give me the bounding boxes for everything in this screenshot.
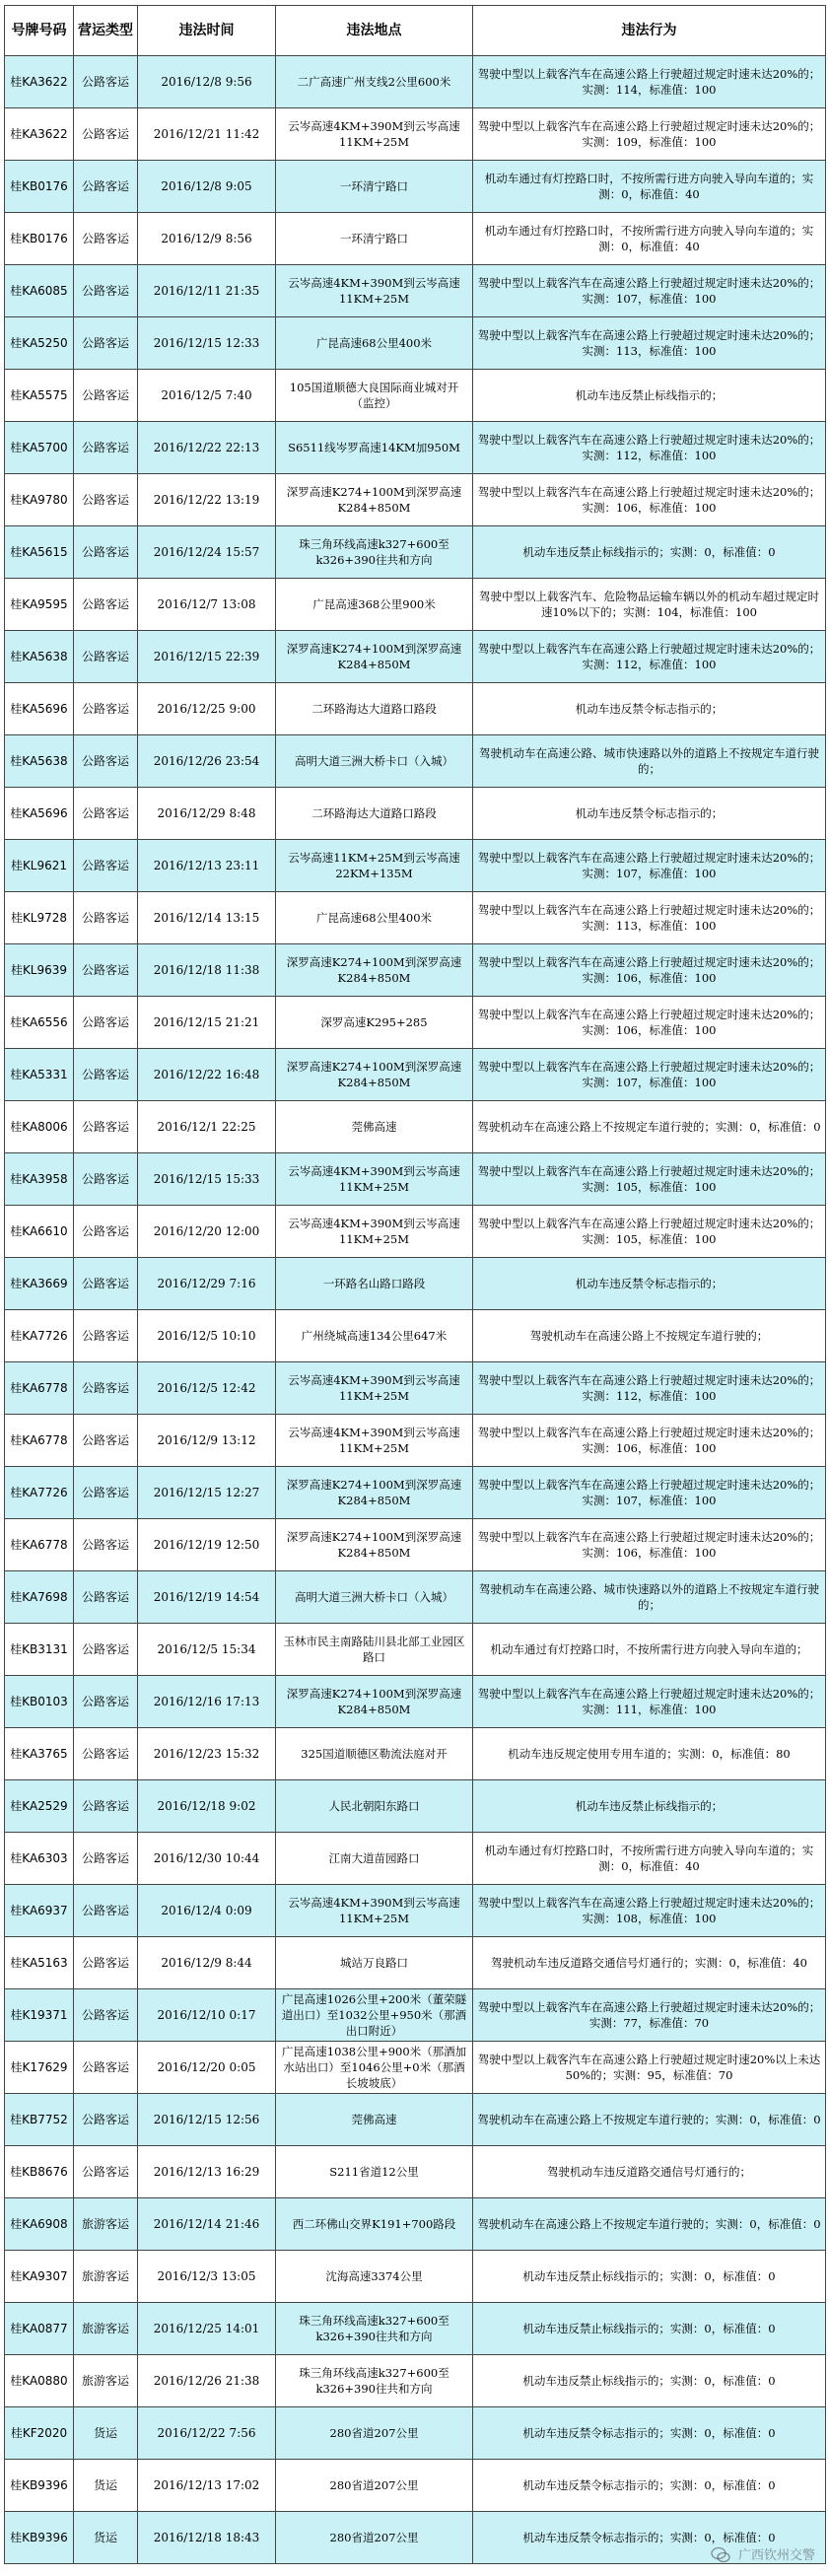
cell-plate-number: 桂KA8006 (5, 1101, 74, 1153)
cell-plate-number: 桂KA3622 (5, 108, 74, 161)
cell-plate-number: 桂KA5638 (5, 631, 74, 683)
traffic-violations-table (4, 5, 826, 2564)
cell-violation-location: 云岑高速4KM+390M到云岑高速11KM+25M (276, 1153, 473, 1206)
cell-violation-location: 高明大道三洲大桥卡口（入城） (276, 1571, 473, 1624)
cell-violation-action: 驾驶中型以上载客汽车在高速公路上行驶超过规定时速未达20%的；实测：106，标准值：100 (473, 997, 826, 1049)
cell-plate-number: 桂KB0176 (5, 213, 74, 265)
cell-violation-time: 2016/12/15 12:33 (138, 317, 276, 370)
cell-plate-number: 桂KA5638 (5, 735, 74, 788)
cell-plate-number: 桂KL9621 (5, 840, 74, 892)
cell-violation-location: 深罗高速K274+100M到深罗高速K284+850M (276, 1467, 473, 1519)
cell-operation-type: 公路客运 (74, 1571, 138, 1624)
cell-plate-number: 桂KA6303 (5, 1833, 74, 1885)
cell-violation-location: 广昆高速368公里900米 (276, 579, 473, 631)
cell-violation-action: 机动车违反禁令标志指示的；实测：0，标准值：0 (473, 2407, 826, 2460)
cell-violation-location: 玉林市民主南路陆川县北部工业园区路口 (276, 1624, 473, 1676)
table-row (5, 2198, 826, 2251)
table-row (5, 2042, 826, 2094)
cell-operation-type: 货运 (74, 2512, 138, 2564)
cell-violation-action: 驾驶机动车在高速公路、城市快速路以外的道路上不按规定车道行驶的； (473, 1571, 826, 1624)
cell-violation-action: 驾驶中型以上载客汽车在高速公路上行驶超过规定时速未达20%的；实测：113，标准值：100 (473, 317, 826, 370)
cell-violation-location: 江南大道苗园路口 (276, 1833, 473, 1885)
cell-violation-location: 人民北朝阳东路口 (276, 1780, 473, 1833)
table-row (5, 317, 826, 370)
cell-violation-action: 驾驶中型以上载客汽车在高速公路上行驶超过规定时速未达20%的；实测：107，标准值：100 (473, 265, 826, 317)
cell-operation-type: 公路客运 (74, 892, 138, 944)
cell-violation-action: 驾驶中型以上载客汽车、危险物品运输车辆以外的机动车超过规定时速10%以下的；实测：104，标准值：100 (473, 579, 826, 631)
cell-violation-action: 机动车违反禁止标线指示的；实测：0，标准值：0 (473, 2303, 826, 2355)
cell-operation-type: 公路客运 (74, 1780, 138, 1833)
cell-violation-time: 2016/12/21 11:42 (138, 108, 276, 161)
cell-violation-time: 2016/12/15 12:27 (138, 1467, 276, 1519)
cell-violation-action: 机动车通过有灯控路口时，不按所需行进方向驶入导向车道的；实测：0，标准值：40 (473, 213, 826, 265)
header-violation-action: 违法行为 (473, 6, 826, 56)
cell-violation-action: 机动车违反禁令标志指示的； (473, 683, 826, 735)
cell-plate-number: 桂KA5250 (5, 317, 74, 370)
cell-violation-action: 驾驶中型以上载客汽车在高速公路上行驶超过规定时速20%以上未达50%的；实测：95，标准值：70 (473, 2042, 826, 2094)
cell-plate-number: 桂KA3958 (5, 1153, 74, 1206)
cell-operation-type: 公路客运 (74, 370, 138, 422)
cell-violation-time: 2016/12/15 12:56 (138, 2094, 276, 2146)
cell-violation-time: 2016/12/16 17:13 (138, 1676, 276, 1728)
cell-violation-location: 105国道顺德大良国际商业城对开（监控） (276, 370, 473, 422)
cell-violation-action: 驾驶中型以上载客汽车在高速公路上行驶超过规定时速未达20%的；实测：107，标准值：100 (473, 1049, 826, 1101)
cell-violation-time: 2016/12/29 7:16 (138, 1258, 276, 1310)
table-row (5, 526, 826, 579)
cell-plate-number: 桂KA0880 (5, 2355, 74, 2407)
cell-plate-number: 桂KA5696 (5, 788, 74, 840)
cell-violation-action: 驾驶中型以上载客汽车在高速公路上行驶超过规定时速未达20%的；实测：106，标准值：100 (473, 944, 826, 997)
table-row (5, 1780, 826, 1833)
table-row (5, 2303, 826, 2355)
cell-plate-number: 桂KA6778 (5, 1362, 74, 1415)
cell-plate-number: 桂KA6610 (5, 1206, 74, 1258)
cell-violation-location: 深罗高速K274+100M到深罗高速K284+850M (276, 944, 473, 997)
cell-plate-number: 桂KA3622 (5, 56, 74, 108)
table-row (5, 1310, 826, 1362)
cell-operation-type: 公路客运 (74, 683, 138, 735)
cell-violation-time: 2016/12/13 17:02 (138, 2460, 276, 2512)
cell-violation-time: 2016/12/9 8:56 (138, 213, 276, 265)
cell-operation-type: 货运 (74, 2407, 138, 2460)
cell-plate-number: 桂KA7726 (5, 1467, 74, 1519)
cell-violation-location: 城站万良路口 (276, 1937, 473, 1989)
cell-violation-time: 2016/12/20 12:00 (138, 1206, 276, 1258)
cell-plate-number: 桂KA2529 (5, 1780, 74, 1833)
table-row (5, 2407, 826, 2460)
cell-violation-time: 2016/12/26 23:54 (138, 735, 276, 788)
cell-violation-time: 2016/12/1 22:25 (138, 1101, 276, 1153)
table-row (5, 840, 826, 892)
cell-operation-type: 公路客运 (74, 1258, 138, 1310)
table-row (5, 2146, 826, 2198)
cell-violation-action: 驾驶机动车在高速公路、城市快速路以外的道路上不按规定车道行驶的； (473, 735, 826, 788)
cell-violation-location: 云岑高速11KM+25M到云岑高速22KM+135M (276, 840, 473, 892)
table-row (5, 2512, 826, 2564)
cell-plate-number: 桂KA7726 (5, 1310, 74, 1362)
table-row (5, 1049, 826, 1101)
cell-operation-type: 公路客运 (74, 108, 138, 161)
cell-violation-action: 驾驶中型以上载客汽车在高速公路上行驶超过规定时速未达20%的；实测：106，标准值：100 (473, 1519, 826, 1571)
header-violation-time: 违法时间 (138, 6, 276, 56)
cell-plate-number: 桂KA6778 (5, 1519, 74, 1571)
table-row (5, 997, 826, 1049)
cell-violation-time: 2016/12/15 15:33 (138, 1153, 276, 1206)
cell-violation-action: 机动车违反禁令标志指示的；实测：0，标准值：0 (473, 2460, 826, 2512)
header-plate-number: 号牌号码 (5, 6, 74, 56)
cell-plate-number: 桂KA6908 (5, 2198, 74, 2251)
cell-operation-type: 公路客运 (74, 1049, 138, 1101)
table-row (5, 631, 826, 683)
header-operation-type: 营运类型 (74, 6, 138, 56)
cell-plate-number: 桂KA0877 (5, 2303, 74, 2355)
cell-violation-action: 驾驶中型以上载客汽车在高速公路上行驶超过规定时速未达20%的；实测：113，标准值：100 (473, 892, 826, 944)
cell-violation-location: 深罗高速K274+100M到深罗高速K284+850M (276, 1519, 473, 1571)
cell-violation-location: 西二环佛山交界K191+700路段 (276, 2198, 473, 2251)
cell-violation-time: 2016/12/9 13:12 (138, 1415, 276, 1467)
cell-plate-number: 桂KL9728 (5, 892, 74, 944)
table-row (5, 1101, 826, 1153)
table-row (5, 1728, 826, 1780)
cell-violation-location: 云岑高速4KM+390M到云岑高速11KM+25M (276, 1362, 473, 1415)
cell-violation-time: 2016/12/15 21:21 (138, 997, 276, 1049)
table-row (5, 1206, 826, 1258)
cell-operation-type: 公路客运 (74, 2146, 138, 2198)
cell-violation-time: 2016/12/14 21:46 (138, 2198, 276, 2251)
cell-violation-action: 驾驶中型以上载客汽车在高速公路上行驶超过规定时速未达20%的；实测：109，标准值：100 (473, 108, 826, 161)
cell-violation-time: 2016/12/13 23:11 (138, 840, 276, 892)
table-row (5, 1467, 826, 1519)
cell-operation-type: 公路客运 (74, 2094, 138, 2146)
cell-violation-location: 一环路名山路口路段 (276, 1258, 473, 1310)
cell-violation-time: 2016/12/19 14:54 (138, 1571, 276, 1624)
cell-violation-action: 驾驶中型以上载客汽车在高速公路上行驶超过规定时速未达20%的；实测：111，标准值：100 (473, 1676, 826, 1728)
cell-operation-type: 公路客运 (74, 1362, 138, 1415)
table-row (5, 370, 826, 422)
cell-violation-location: S211省道12公里 (276, 2146, 473, 2198)
cell-operation-type: 公路客运 (74, 1989, 138, 2042)
cell-violation-action: 机动车违反禁止标线指示的；实测：0，标准值：0 (473, 2251, 826, 2303)
cell-violation-location: 280省道207公里 (276, 2407, 473, 2460)
cell-violation-action: 机动车违反禁止标线指示的；实测：0，标准值：0 (473, 526, 826, 579)
table-row (5, 1362, 826, 1415)
cell-operation-type: 公路客运 (74, 56, 138, 108)
cell-plate-number: 桂KA3765 (5, 1728, 74, 1780)
cell-violation-time: 2016/12/5 15:34 (138, 1624, 276, 1676)
table-row (5, 1624, 826, 1676)
cell-violation-action: 驾驶机动车在高速公路上不按规定车道行驶的；实测：0，标准值：0 (473, 1101, 826, 1153)
table-row (5, 1153, 826, 1206)
cell-operation-type: 公路客运 (74, 788, 138, 840)
cell-plate-number: 桂KA9307 (5, 2251, 74, 2303)
cell-plate-number: 桂KA5163 (5, 1937, 74, 1989)
cell-plate-number: 桂K17629 (5, 2042, 74, 2094)
cell-violation-time: 2016/12/18 11:38 (138, 944, 276, 997)
cell-operation-type: 公路客运 (74, 1833, 138, 1885)
cell-plate-number: 桂KA6556 (5, 997, 74, 1049)
cell-violation-action: 机动车违反禁令标志指示的； (473, 1258, 826, 1310)
cell-operation-type: 公路客运 (74, 1310, 138, 1362)
cell-violation-time: 2016/12/11 21:35 (138, 265, 276, 317)
cell-violation-location: 广州绕城高速134公里647米 (276, 1310, 473, 1362)
cell-operation-type: 旅游客运 (74, 2303, 138, 2355)
cell-operation-type: 公路客运 (74, 1415, 138, 1467)
wechat-icon (711, 2546, 730, 2564)
cell-plate-number: 桂KB9396 (5, 2460, 74, 2512)
cell-violation-location: 云岑高速4KM+390M到云岑高速11KM+25M (276, 1885, 473, 1937)
cell-violation-time: 2016/12/25 14:01 (138, 2303, 276, 2355)
cell-violation-action: 驾驶中型以上载客汽车在高速公路上行驶超过规定时速未达20%的；实测：106，标准值：100 (473, 1415, 826, 1467)
cell-violation-action: 驾驶机动车在高速公路上不按规定车道行驶的；实测：0，标准值：0 (473, 2094, 826, 2146)
cell-plate-number: 桂KL9639 (5, 944, 74, 997)
cell-violation-location: 广昆高速68公里400米 (276, 892, 473, 944)
cell-operation-type: 公路客运 (74, 997, 138, 1049)
cell-violation-time: 2016/12/19 12:50 (138, 1519, 276, 1571)
cell-violation-time: 2016/12/8 9:56 (138, 56, 276, 108)
cell-violation-location: 广昆高速1026公里+200米（董荣隧道出口）至1032公里+950米（那酒出口附近） (276, 1989, 473, 2042)
cell-violation-time: 2016/12/22 22:13 (138, 422, 276, 474)
cell-violation-location: 云岑高速4KM+390M到云岑高速11KM+25M (276, 1415, 473, 1467)
table-row (5, 1937, 826, 1989)
table-row (5, 2251, 826, 2303)
table-row (5, 788, 826, 840)
cell-operation-type: 公路客运 (74, 631, 138, 683)
cell-violation-location: 云岑高速4KM+390M到云岑高速11KM+25M (276, 1206, 473, 1258)
table-header-row (5, 6, 826, 56)
cell-violation-time: 2016/12/7 13:08 (138, 579, 276, 631)
cell-violation-time: 2016/12/9 8:44 (138, 1937, 276, 1989)
cell-violation-location: 莞佛高速 (276, 2094, 473, 2146)
cell-plate-number: 桂K19371 (5, 1989, 74, 2042)
table-row (5, 1415, 826, 1467)
cell-operation-type: 公路客运 (74, 1101, 138, 1153)
table-row (5, 56, 826, 108)
table-row (5, 892, 826, 944)
cell-violation-location: 一环清宁路口 (276, 213, 473, 265)
cell-operation-type: 公路客运 (74, 1206, 138, 1258)
cell-plate-number: 桂KA6778 (5, 1415, 74, 1467)
cell-plate-number: 桂KA5575 (5, 370, 74, 422)
cell-violation-action: 驾驶机动车违反道路交通信号灯通行的；实测：0，标准值：40 (473, 1937, 826, 1989)
cell-operation-type: 公路客运 (74, 1153, 138, 1206)
cell-operation-type: 公路客运 (74, 213, 138, 265)
watermark (711, 2544, 815, 2565)
cell-violation-location: 广昆高速68公里400米 (276, 317, 473, 370)
cell-violation-location: 二环路海达大道路口路段 (276, 683, 473, 735)
cell-violation-action: 机动车违反禁止标线指示的；实测：0，标准值：0 (473, 2355, 826, 2407)
cell-plate-number: 桂KB0103 (5, 1676, 74, 1728)
cell-violation-action: 驾驶中型以上载客汽车在高速公路上行驶超过规定时速未达20%的；实测：107，标准值：100 (473, 840, 826, 892)
cell-plate-number: 桂KB9396 (5, 2512, 74, 2564)
table-row (5, 1258, 826, 1310)
cell-violation-time: 2016/12/14 13:15 (138, 892, 276, 944)
table-row (5, 2355, 826, 2407)
cell-violation-action: 机动车违反规定使用专用车道的；实测：0，标准值：80 (473, 1728, 826, 1780)
cell-violation-location: 325国道顺德区勒流法庭对开 (276, 1728, 473, 1780)
cell-operation-type: 公路客运 (74, 735, 138, 788)
watermark-text: 广西钦州交警 (737, 2547, 815, 2563)
cell-plate-number: 桂KA6937 (5, 1885, 74, 1937)
cell-operation-type: 公路客运 (74, 1467, 138, 1519)
table-row (5, 213, 826, 265)
cell-violation-time: 2016/12/10 0:17 (138, 1989, 276, 2042)
cell-operation-type: 公路客运 (74, 1676, 138, 1728)
table-row (5, 944, 826, 997)
table-row (5, 161, 826, 213)
table-row (5, 1885, 826, 1937)
table-row (5, 1833, 826, 1885)
cell-violation-location: 一环清宁路口 (276, 161, 473, 213)
cell-violation-time: 2016/12/18 18:43 (138, 2512, 276, 2564)
table-row (5, 474, 826, 526)
cell-violation-time: 2016/12/5 7:40 (138, 370, 276, 422)
cell-violation-location: 云岑高速4KM+390M到云岑高速11KM+25M (276, 108, 473, 161)
cell-violation-location: 深罗高速K295+285 (276, 997, 473, 1049)
table-row (5, 579, 826, 631)
cell-plate-number: 桂KB8676 (5, 2146, 74, 2198)
cell-violation-location: 二广高速广州支线2公里600米 (276, 56, 473, 108)
table-row (5, 422, 826, 474)
cell-violation-location: 深罗高速K274+100M到深罗高速K284+850M (276, 631, 473, 683)
cell-plate-number: 桂KF2020 (5, 2407, 74, 2460)
cell-operation-type: 货运 (74, 2460, 138, 2512)
cell-violation-time: 2016/12/18 9:02 (138, 1780, 276, 1833)
cell-operation-type: 公路客运 (74, 474, 138, 526)
cell-violation-time: 2016/12/5 10:10 (138, 1310, 276, 1362)
cell-violation-location: 珠三角环线高速k327+600至k326+390往共和方向 (276, 526, 473, 579)
cell-violation-time: 2016/12/25 9:00 (138, 683, 276, 735)
cell-violation-time: 2016/12/24 15:57 (138, 526, 276, 579)
table-row (5, 108, 826, 161)
cell-violation-action: 驾驶中型以上载客汽车在高速公路上行驶超过规定时速未达20%的；实测：105，标准值：100 (473, 1153, 826, 1206)
table-body (5, 56, 826, 2564)
cell-violation-action: 机动车通过有灯控路口时，不按所需行进方向驶入导向车道的；实测：0，标准值：40 (473, 161, 826, 213)
cell-plate-number: 桂KA6085 (5, 265, 74, 317)
cell-violation-location: 280省道207公里 (276, 2512, 473, 2564)
cell-violation-action: 驾驶机动车在高速公路上不按规定车道行驶的； (473, 1310, 826, 1362)
cell-plate-number: 桂KA5700 (5, 422, 74, 474)
cell-violation-action: 机动车通过有灯控路口时，不按所需行进方向驶入导向车道的；实测：0，标准值：40 (473, 1833, 826, 1885)
cell-violation-time: 2016/12/15 22:39 (138, 631, 276, 683)
cell-operation-type: 公路客运 (74, 526, 138, 579)
header-violation-location: 违法地点 (276, 6, 473, 56)
cell-violation-action: 驾驶中型以上载客汽车在高速公路上行驶超过规定时速未达20%的；实测：108，标准值：100 (473, 1885, 826, 1937)
cell-violation-time: 2016/12/22 7:56 (138, 2407, 276, 2460)
cell-violation-time: 2016/12/3 13:05 (138, 2251, 276, 2303)
cell-plate-number: 桂KA5331 (5, 1049, 74, 1101)
cell-violation-time: 2016/12/5 12:42 (138, 1362, 276, 1415)
cell-violation-action: 机动车通过有灯控路口时，不按所需行进方向驶入导向车道的； (473, 1624, 826, 1676)
cell-violation-action: 机动车违反禁令标志指示的；实测：0，标准值：0 (473, 2512, 826, 2564)
cell-operation-type: 公路客运 (74, 944, 138, 997)
cell-plate-number: 桂KA5696 (5, 683, 74, 735)
cell-violation-action: 机动车违反禁止标线指示的； (473, 370, 826, 422)
cell-operation-type: 公路客运 (74, 1937, 138, 1989)
cell-operation-type: 公路客运 (74, 1624, 138, 1676)
table-row (5, 1519, 826, 1571)
cell-operation-type: 公路客运 (74, 840, 138, 892)
cell-violation-time: 2016/12/23 15:32 (138, 1728, 276, 1780)
table-row (5, 735, 826, 788)
cell-plate-number: 桂KA9780 (5, 474, 74, 526)
cell-plate-number: 桂KA3669 (5, 1258, 74, 1310)
cell-operation-type: 公路客运 (74, 1885, 138, 1937)
cell-violation-location: 珠三角环线高速k327+600至k326+390往共和方向 (276, 2355, 473, 2407)
cell-violation-location: 广昆高速1038公里+900米（那酒加水站出口）至1046公里+0米（那酒长坡坡底） (276, 2042, 473, 2094)
table-row (5, 2460, 826, 2512)
table-row (5, 1676, 826, 1728)
cell-violation-time: 2016/12/20 0:05 (138, 2042, 276, 2094)
table-row (5, 265, 826, 317)
cell-plate-number: 桂KA5615 (5, 526, 74, 579)
cell-violation-time: 2016/12/4 0:09 (138, 1885, 276, 1937)
cell-operation-type: 旅游客运 (74, 2251, 138, 2303)
cell-violation-time: 2016/12/29 8:48 (138, 788, 276, 840)
cell-violation-action: 驾驶中型以上载客汽车在高速公路上行驶超过规定时速未达20%的；实测：77，标准值：70 (473, 1989, 826, 2042)
cell-violation-time: 2016/12/22 16:48 (138, 1049, 276, 1101)
table-row (5, 1571, 826, 1624)
cell-operation-type: 公路客运 (74, 265, 138, 317)
cell-violation-location: 280省道207公里 (276, 2460, 473, 2512)
cell-violation-location: 珠三角环线高速k327+600至k326+390往共和方向 (276, 2303, 473, 2355)
cell-violation-location: 高明大道三洲大桥卡口（入城） (276, 735, 473, 788)
cell-violation-action: 驾驶中型以上载客汽车在高速公路上行驶超过规定时速未达20%的；实测：112，标准值：100 (473, 1362, 826, 1415)
cell-violation-action: 驾驶中型以上载客汽车在高速公路上行驶超过规定时速未达20%的；实测：107，标准值：100 (473, 1467, 826, 1519)
cell-violation-time: 2016/12/8 9:05 (138, 161, 276, 213)
cell-violation-time: 2016/12/30 10:44 (138, 1833, 276, 1885)
cell-operation-type: 公路客运 (74, 1728, 138, 1780)
cell-violation-action: 驾驶机动车在高速公路上不按规定车道行驶的；实测：0，标准值：0 (473, 2198, 826, 2251)
table-row (5, 683, 826, 735)
cell-operation-type: 公路客运 (74, 161, 138, 213)
cell-violation-action: 驾驶中型以上载客汽车在高速公路上行驶超过规定时速未达20%的；实测：105，标准值：100 (473, 1206, 826, 1258)
cell-violation-time: 2016/12/13 16:29 (138, 2146, 276, 2198)
cell-violation-location: 沈海高速3374公里 (276, 2251, 473, 2303)
cell-violation-action: 驾驶机动车违反道路交通信号灯通行的； (473, 2146, 826, 2198)
cell-violation-location: 二环路海达大道路口路段 (276, 788, 473, 840)
cell-operation-type: 旅游客运 (74, 2355, 138, 2407)
cell-operation-type: 旅游客运 (74, 2198, 138, 2251)
cell-violation-location: 莞佛高速 (276, 1101, 473, 1153)
cell-violation-action: 机动车违反禁令标志指示的； (473, 788, 826, 840)
cell-violation-action: 机动车违反禁止标线指示的； (473, 1780, 826, 1833)
table-row (5, 2094, 826, 2146)
cell-operation-type: 公路客运 (74, 317, 138, 370)
cell-violation-location: 云岑高速4KM+390M到云岑高速11KM+25M (276, 265, 473, 317)
cell-operation-type: 公路客运 (74, 579, 138, 631)
cell-violation-location: 深罗高速K274+100M到深罗高速K284+850M (276, 474, 473, 526)
cell-violation-time: 2016/12/26 21:38 (138, 2355, 276, 2407)
cell-violation-location: 深罗高速K274+100M到深罗高速K284+850M (276, 1676, 473, 1728)
cell-violation-location: 深罗高速K274+100M到深罗高速K284+850M (276, 1049, 473, 1101)
cell-violation-action: 驾驶中型以上载客汽车在高速公路上行驶超过规定时速未达20%的；实测：114，标准值：100 (473, 56, 826, 108)
table-row (5, 1989, 826, 2042)
cell-operation-type: 公路客运 (74, 422, 138, 474)
cell-plate-number: 桂KB0176 (5, 161, 74, 213)
cell-violation-location: S6511线岑罗高速14KM加950M (276, 422, 473, 474)
cell-operation-type: 公路客运 (74, 1519, 138, 1571)
cell-plate-number: 桂KA7698 (5, 1571, 74, 1624)
cell-plate-number: 桂KB7752 (5, 2094, 74, 2146)
cell-plate-number: 桂KB3131 (5, 1624, 74, 1676)
cell-violation-action: 驾驶中型以上载客汽车在高速公路上行驶超过规定时速未达20%的；实测：112，标准值：100 (473, 631, 826, 683)
cell-plate-number: 桂KA9595 (5, 579, 74, 631)
cell-operation-type: 公路客运 (74, 2042, 138, 2094)
cell-violation-time: 2016/12/22 13:19 (138, 474, 276, 526)
cell-violation-action: 驾驶中型以上载客汽车在高速公路上行驶超过规定时速未达20%的；实测：106，标准值：100 (473, 474, 826, 526)
cell-violation-action: 驾驶中型以上载客汽车在高速公路上行驶超过规定时速未达20%的；实测：112，标准值：100 (473, 422, 826, 474)
